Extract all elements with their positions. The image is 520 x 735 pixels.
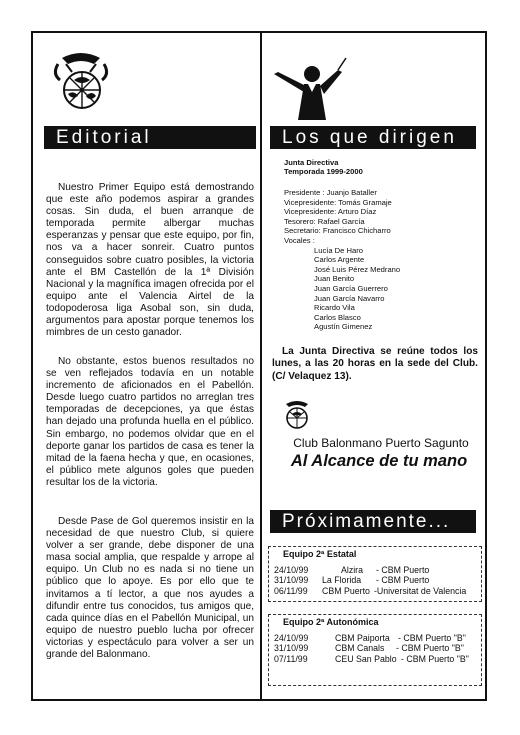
- junta-heading-title: Junta Directiva: [284, 158, 339, 167]
- fixture-date: 24/10/99: [274, 633, 309, 643]
- fixture-row: [269, 633, 481, 643]
- fixture-row: [269, 654, 481, 664]
- fixture-date: 24/10/99: [274, 565, 309, 575]
- fixture-away: - CBM Puerto "B": [396, 643, 464, 654]
- fixture-away: - CBM Puerto: [376, 565, 430, 575]
- vocal-item: Carlos Blasco: [314, 312, 361, 322]
- vocal-item: Lucía De Haro: [314, 245, 363, 255]
- club-slogan: Al Alcance de tu mano: [290, 452, 468, 470]
- vocal-item: Juan García Guerrero: [314, 283, 388, 293]
- fixture-away: - CBM Puerto "B": [401, 653, 469, 664]
- junta-heading-season: Temporada 1999-2000: [284, 167, 363, 176]
- estatal-title: Equipo 2ª Estatal: [283, 549, 357, 559]
- fixture-date: 31/10/99: [274, 643, 309, 654]
- conductor-icon: [268, 54, 348, 124]
- fixture-away: - CBM Puerto "B": [398, 633, 466, 643]
- handball-logo-icon: [280, 398, 314, 432]
- fixture-home: CBM Canals: [335, 643, 385, 654]
- column-divider: [260, 31, 262, 701]
- fixture-home: La Florida: [322, 575, 362, 586]
- autonomica-fixtures-box: [268, 614, 482, 686]
- fixture-home: CBM Paiporta: [335, 633, 390, 643]
- fixture-home: Alzira: [341, 565, 363, 575]
- junta-heading: [284, 158, 363, 176]
- dirigen-title: Los que dirigen: [270, 126, 476, 149]
- fixture-row: [269, 565, 481, 575]
- role-secretary: Secretario: Francisco Chicharro: [284, 226, 391, 236]
- role-treasurer: Tesorero: Rafael García: [284, 216, 365, 226]
- fixture-home: CBM Puerto: [322, 585, 370, 596]
- vocal-item: Ricardo Vila: [314, 303, 355, 313]
- junta-member-list: [284, 188, 400, 332]
- fixture-row: [269, 575, 481, 585]
- vocal-item: Carlos Argente: [314, 255, 365, 265]
- autonomica-title: Equipo 2ª Autonómica: [283, 617, 379, 627]
- vocal-item: Agustín Gimenez: [314, 322, 373, 332]
- fixture-away: - CBM Puerto: [376, 575, 430, 586]
- junta-notice: La Junta Directiva se reúne todos los lunes, a las 20 horas en la sede del Club. (C/ Velaquez 13).: [272, 346, 478, 382]
- role-president: Presidente : Juanjo Bataller: [284, 188, 377, 197]
- club-name: Club Balonmano Puerto Sagunto: [293, 436, 469, 450]
- fixture-row: [269, 586, 481, 596]
- estatal-fixtures-box: [268, 546, 482, 602]
- role-vicepresident-1: Vicepresidente: Tomás Gramaje: [284, 197, 392, 207]
- fixture-home: CEU San Pablo: [335, 653, 397, 664]
- fixture-date: 07/11/99: [274, 653, 308, 664]
- fixture-away: -Universitat de Valencia: [374, 585, 467, 596]
- fixture-date: 06/11/99: [274, 585, 308, 596]
- club-logo-icon: [48, 50, 114, 116]
- editorial-paragraph-2: No obstante, estos buenos resultados no se ven reflejados todavía en un notable incremento de aficionados en el Pabellón. Desde luego cuatro partidos no arreglan tres temporadas de decepciones, ya que éstas han dejado una profunda huella en el público. Sin embargo, no podemos olvidar que en el deporte ganar los partidos de casa es tener la mitad de la faena hecha y que, en ocasiones, el público mete algunos goles que pueden resultar los de la victoria.: [46, 356, 254, 488]
- fixture-row: [269, 643, 481, 653]
- role-vicepresident-2: Vicepresidente: Arturo Díaz: [284, 207, 377, 217]
- editorial-paragraph-3: Desde Pase de Gol queremos insistir en la necesidad de que nuestro Club, si quiere volver a ser grande, debe disponer de una masa social amplia, que respalde y arrope al equipo. Un Club no es nada si no tiene un público que lo apoye. Es por ello que te invitamos a tí lector, a que nos ayudes a difundir entre tus conocidos, tus amigos que, cada quince días en el Pabellón Municipal, un equipo de nuestro pueblo lucha por ofrecer victorias y espectáculo para volver a ser un grande del Balonmano.: [46, 516, 254, 661]
- fixture-date: 31/10/99: [274, 575, 309, 586]
- role-vocales-label: Vocales :: [284, 235, 315, 245]
- editorial-paragraph-1: Nuestro Primer Equipo está demostrando que este año podemos aspirar a grandes cosas. Sin duda, el buen arranque de temporada permite albergar muchas esperanzas y pensar que este equipo, por fin, nos va a hacer sonreir. Cuatro puntos conseguidos sobre cuatro posibles, la victoria ante el BM Castellón de la 1ª División Nacional y la magnífica imagen ofrecida por el equipo ante el Valencia Airtel de la todopoderosa liga Asobal son, sin duda, argumentos para apostar porque tenemos los mimbres de un cesto ganador.: [46, 182, 254, 339]
- vocal-item: José Luis Pérez Medrano: [314, 264, 401, 274]
- vocal-item: Juan Benito: [314, 274, 355, 284]
- vocal-item: Juan García Navarro: [314, 293, 385, 303]
- proximamente-title: Próximamente...: [270, 510, 476, 533]
- editorial-title: Editorial: [44, 126, 256, 149]
